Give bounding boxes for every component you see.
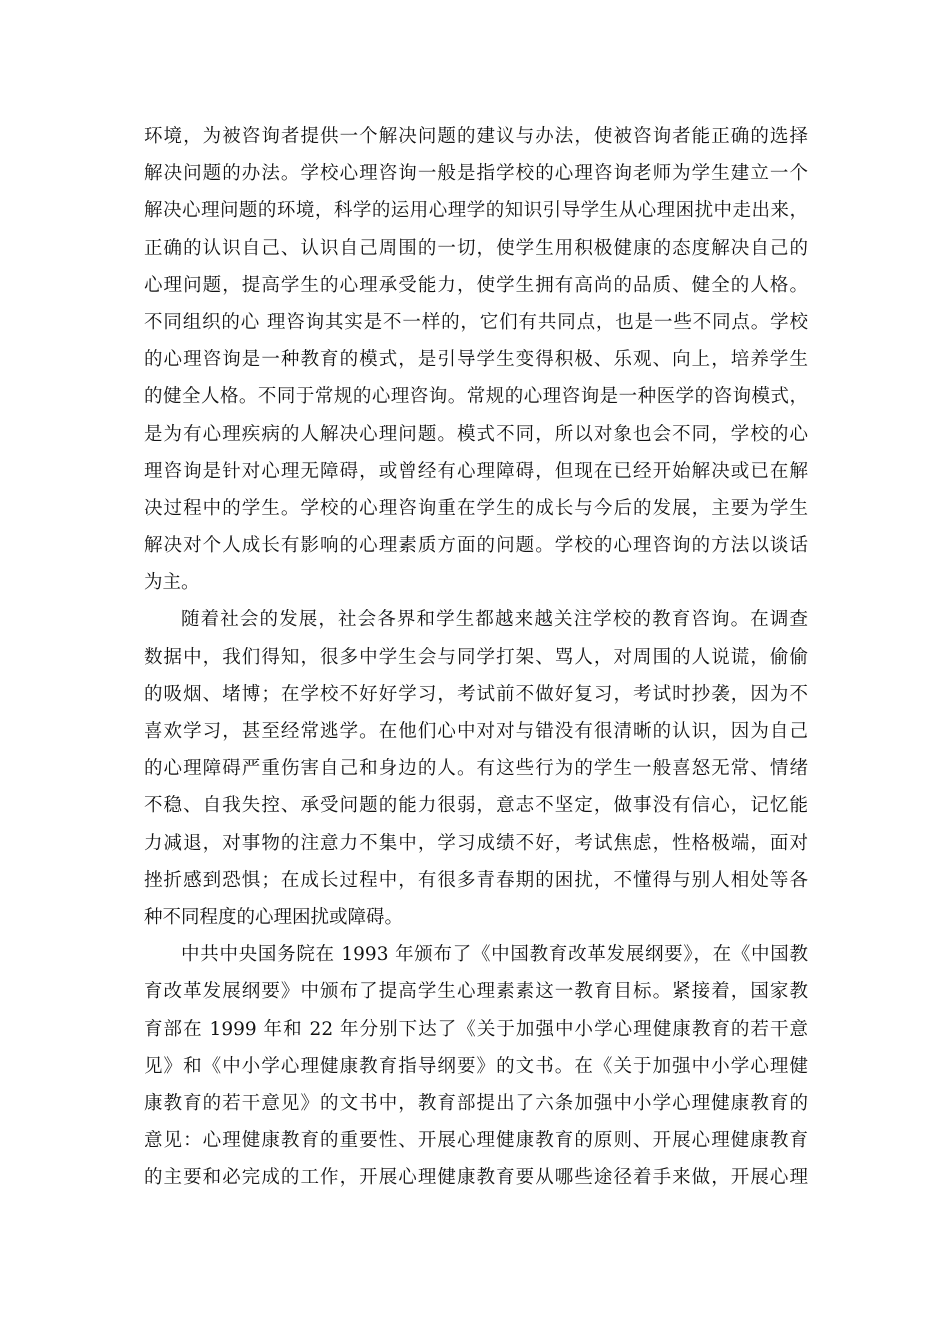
text-line: 意见：心理健康教育的重要性、开展心理健康教育的原则、开展心理健康教育 <box>144 1130 808 1152</box>
text-line: 不同组织的心 理咨询其实是不一样的，它们有共同点，也是一些不同点。学校 <box>144 311 808 333</box>
text-line: 挫折感到恐惧；在成长过程中，有很多青春期的困扰，不懂得与别人相处等各 <box>144 869 808 891</box>
text-line: 育改革发展纲要》中颁布了提高学生心理素素这一教育目标。紧接着，国家教 <box>144 981 808 1003</box>
text-line: 的心理咨询是一种教育的模式，是引导学生变得积极、乐观、向上，培养学生 <box>144 349 808 371</box>
text-line: 数据中，我们得知，很多中学生会与同学打架、骂人，对周围的人说谎，偷偷 <box>144 646 808 668</box>
text-line: 为主。 <box>144 572 200 594</box>
text-line: 随着社会的发展，社会各界和学生都越来越关注学校的教育咨询。在调查 <box>181 609 808 631</box>
text-line: 正确的认识自己、认识自己周围的一切，使学生用积极健康的态度解决自己的 <box>144 237 808 259</box>
text-line: 的主要和必完成的工作，开展心理健康教育要从哪些途径着手来做，开展心理 <box>144 1167 808 1189</box>
text-line: 解决对个人成长有影响的心理素质方面的问题。学校的心理咨询的方法以谈话 <box>144 535 808 557</box>
text-line: 的健全人格。不同于常规的心理咨询。常规的心理咨询是一种医学的咨询模式， <box>144 386 808 408</box>
text-line: 见》和《中小学心理健康教育指导纲要》的文书。在《关于加强中小学心理健 <box>144 1055 808 1077</box>
text-line: 理咨询是针对心理无障碍，或曾经有心理障碍，但现在已经开始解决或已在解 <box>144 460 808 482</box>
text-line: 育部在 1999 年和 22 年分别下达了《关于加强中小学心理健康教育的若干意 <box>144 1018 808 1040</box>
text-line: 解决心理问题的环境，科学的运用心理学的知识引导学生从心理困扰中走出来， <box>144 200 808 222</box>
text-line: 环境，为被咨询者提供一个解决问题的建议与办法，使被咨询者能正确的选择 <box>144 126 808 147</box>
text-line: 康教育的若干意见》的文书中，教育部提出了六条加强中小学心理健康教育的 <box>144 1092 808 1114</box>
text-line: 的心理障碍严重伤害自己和身边的人。有这些行为的学生一般喜怒无常、情绪 <box>144 758 808 780</box>
text-line: 解决问题的办法。学校心理咨询一般是指学校的心理咨询老师为学生建立一个 <box>144 163 808 185</box>
text-line: 中共中央国务院在 1993 年颁布了《中国教育改革发展纲要》，在《中国教 <box>181 944 808 966</box>
text-line: 力减退，对事物的注意力不集中，学习成绩不好，考试焦虑，性格极端，面对 <box>144 832 808 854</box>
text-line: 是为有心理疾病的人解决心理问题。模式不同，所以对象也会不同，学校的心 <box>144 423 808 445</box>
text-line: 喜欢学习，甚至经常逃学。在他们心中对对与错没有很清晰的认识，因为自己 <box>144 721 808 742</box>
document-page <box>144 118 808 1196</box>
text-line: 不稳、自我失控、承受问题的能力很弱，意志不坚定，做事没有信心，记忆能 <box>144 795 808 817</box>
text-line: 心理问题，提高学生的心理承受能力，使学生拥有高尚的品质、健全的人格。 <box>144 274 808 296</box>
text-line: 的吸烟、堵博；在学校不好好学习，考试前不做好复习，考试时抄袭，因为不 <box>144 683 808 705</box>
text-line: 种不同程度的心理困扰或障碍。 <box>144 906 404 928</box>
text-line: 决过程中的学生。学校的心理咨询重在学生的成长与今后的发展，主要为学生 <box>144 497 808 519</box>
